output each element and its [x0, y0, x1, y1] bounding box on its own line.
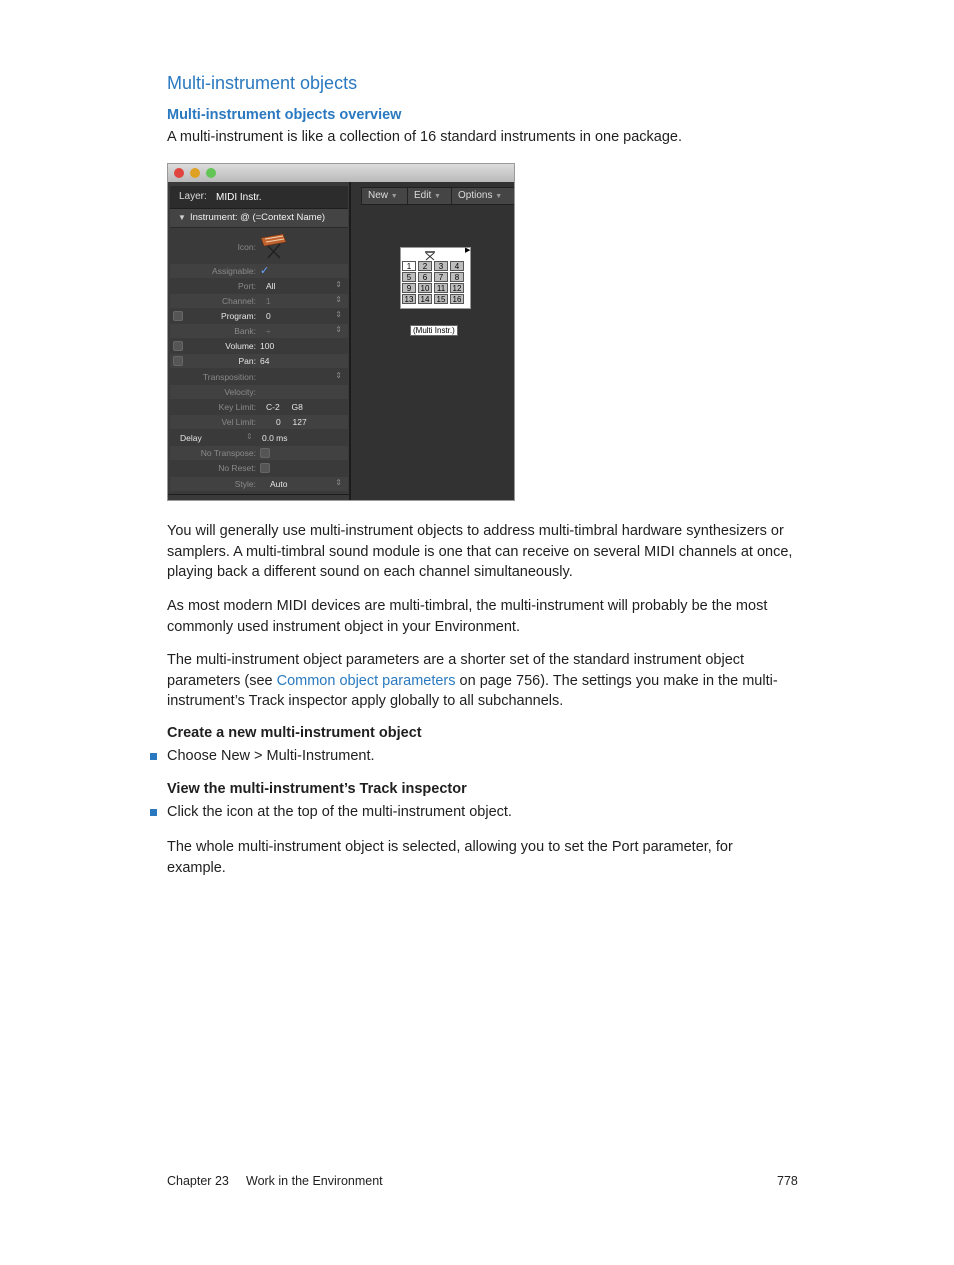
- channel-cell[interactable]: 10: [418, 283, 432, 293]
- menu-divider: [451, 188, 452, 204]
- environment-screenshot: [167, 163, 515, 501]
- intro-paragraph: A multi-instrument is like a collection of 16 standard instruments in one package.: [167, 129, 683, 145]
- window-titlebar: [168, 164, 515, 182]
- paragraph-4: The whole multi-instrument object is selected, allowing you to set the Port parameter, for example.: [167, 839, 733, 876]
- param-row-delay[interactable]: [170, 431, 348, 445]
- param-row-no-transpose[interactable]: [170, 446, 348, 460]
- program-checkbox[interactable]: [173, 311, 183, 321]
- param-label: Bank:: [234, 326, 256, 336]
- param-value: ÷: [266, 326, 271, 336]
- channel-cell[interactable]: 3: [434, 261, 448, 271]
- param-value: 100: [260, 341, 275, 351]
- param-value: 0: [266, 311, 271, 321]
- disclosure-triangle-icon: ▼: [178, 213, 186, 222]
- no-reset-checkbox[interactable]: [260, 463, 270, 473]
- footer-chapter: Chapter 23: [167, 1174, 229, 1188]
- layer-row: [170, 186, 348, 209]
- param-label: No Transpose:: [200, 448, 256, 458]
- channel-cell[interactable]: 2: [418, 261, 432, 271]
- task-1-step: Choose New > Multi-Instrument.: [167, 748, 375, 764]
- param-label: Icon:: [237, 242, 256, 252]
- param-row-program[interactable]: [170, 309, 348, 323]
- channel-cell[interactable]: 9: [402, 283, 416, 293]
- no-transpose-checkbox[interactable]: [260, 448, 270, 458]
- param-label: Velocity:: [224, 387, 256, 397]
- object-name-label[interactable]: (Multi Instr.): [410, 325, 458, 336]
- param-value: 64: [260, 356, 270, 366]
- channel-cell[interactable]: 8: [450, 272, 464, 282]
- menu-divider: [407, 188, 408, 204]
- stepper-arrows-icon: ⇕: [335, 371, 342, 380]
- paragraph-2: As most modern MIDI devices are multi-timbral, the multi-instrument will probably be the most commonly used instrument object in your Environment.: [167, 598, 768, 635]
- channel-cell[interactable]: 5: [402, 272, 416, 282]
- keyboard-stand-icon[interactable]: [258, 232, 288, 260]
- menu-edit[interactable]: Edit ▼: [414, 190, 441, 201]
- param-label: Channel:: [221, 296, 256, 306]
- volume-checkbox[interactable]: [173, 341, 183, 351]
- channel-cell[interactable]: 1: [402, 261, 416, 271]
- param-label: Program:: [221, 311, 256, 321]
- stepper-arrows-icon: ⇕: [246, 432, 253, 441]
- channel-cell[interactable]: 7: [434, 272, 448, 282]
- stepper-arrows-icon: ⇕: [335, 478, 342, 487]
- param-label: Vel Limit:: [221, 417, 256, 427]
- param-row-transposition[interactable]: [170, 370, 348, 384]
- param-value: Auto: [270, 479, 288, 489]
- inspector-panel: [168, 182, 351, 500]
- param-value: 0.0 ms: [262, 433, 288, 443]
- bullet-icon: [150, 809, 157, 816]
- minimize-button-icon: [190, 168, 200, 178]
- footer-chapter-link[interactable]: Work in the Environment: [246, 1174, 383, 1188]
- param-label: Port:: [238, 281, 256, 291]
- channel-cell[interactable]: 13: [402, 294, 416, 304]
- param-value: 0 127: [276, 417, 307, 427]
- param-row-channel[interactable]: [170, 294, 348, 308]
- menu-edit-label: Edit: [414, 190, 432, 201]
- param-label: Pan:: [238, 356, 256, 366]
- section-title: Multi-instrument objects: [167, 73, 358, 93]
- param-row-key-limit[interactable]: [170, 400, 348, 414]
- param-label: Volume:: [225, 341, 256, 351]
- divider: [168, 494, 350, 495]
- param-row-bank[interactable]: [170, 324, 348, 338]
- param-row-style[interactable]: [170, 477, 348, 491]
- local-menubar: [361, 187, 515, 205]
- param-label: Key Limit:: [218, 402, 256, 412]
- param-label: Style:: [234, 479, 256, 489]
- task-2-step: Click the icon at the top of the multi-instrument object.: [167, 804, 512, 820]
- param-row-velocity[interactable]: [170, 385, 348, 399]
- channel-cell[interactable]: 4: [450, 261, 464, 271]
- param-row-volume[interactable]: [170, 339, 348, 353]
- param-value: C-2 G8: [266, 402, 303, 412]
- channel-cell[interactable]: 15: [434, 294, 448, 304]
- param-label: No Reset:: [218, 463, 256, 473]
- menu-options-label: Options: [458, 190, 493, 201]
- task-2-title: View the multi-instrument’s Track inspector: [167, 781, 467, 797]
- stepper-arrows-icon: ⇕: [335, 310, 342, 319]
- param-row-vel-limit[interactable]: [170, 415, 348, 429]
- stepper-arrows-icon: ⇕: [335, 325, 342, 334]
- instrument-header: [170, 209, 348, 228]
- subsection-title: Multi-instrument objects overview: [167, 107, 402, 123]
- param-row-pan[interactable]: [170, 354, 348, 368]
- menu-new-label: New: [368, 190, 389, 201]
- param-label: Assignable:: [212, 266, 256, 276]
- paragraph-3: [167, 650, 807, 712]
- paragraph-1: You will generally use multi-instrument objects to address multi-timbral hardware synthesizers or samplers. A multi-timbral sound module is one that can receive on several MIDI channels at once, playing back a different sound on each channel simultaneously.: [167, 523, 793, 580]
- layer-label: Layer:: [179, 191, 207, 202]
- param-label: Delay: [180, 433, 202, 443]
- paragraph-3-end: on page 756). The settings you make in the multi-instrument’s Track inspector apply globally to all subchannels.: [167, 672, 778, 709]
- channel-cell[interactable]: 14: [418, 294, 432, 304]
- param-value: All: [266, 281, 276, 291]
- multi-instrument-object[interactable]: [400, 247, 471, 309]
- close-button-icon: [174, 168, 184, 178]
- channel-cell[interactable]: 11: [434, 283, 448, 293]
- menu-new[interactable]: New ▼: [368, 190, 398, 201]
- environment-area: [351, 182, 515, 500]
- common-object-parameters-link[interactable]: Common object parameters: [276, 672, 456, 689]
- bullet-icon: [150, 753, 157, 760]
- channel-cell[interactable]: 6: [418, 272, 432, 282]
- stepper-arrows-icon: ⇕: [335, 295, 342, 304]
- layer-value: MIDI Instr.: [216, 192, 262, 203]
- paragraph-3-start: The multi-instrument object parameters are a shorter set of the standard instrument object parameters (see: [167, 652, 745, 689]
- channel-cell[interactable]: 12: [450, 283, 464, 293]
- stepper-arrows-icon: ⇕: [335, 280, 342, 289]
- checkmark-icon[interactable]: ✓: [260, 265, 270, 277]
- instrument-header-text: Instrument: @ (=Context Name): [190, 212, 326, 223]
- zoom-button-icon: [206, 168, 216, 178]
- output-arrow-icon: ▶: [465, 247, 471, 254]
- channel-cell[interactable]: 16: [450, 294, 464, 304]
- param-row-no-reset[interactable]: [170, 461, 348, 475]
- param-row-port[interactable]: [170, 279, 348, 293]
- param-value: 1: [266, 296, 271, 306]
- param-label: Transposition:: [202, 372, 256, 382]
- task-1-title: Create a new multi-instrument object: [167, 725, 422, 741]
- keyboard-stand-icon[interactable]: [422, 249, 438, 261]
- param-row-assignable: [170, 264, 348, 278]
- menu-options[interactable]: Options ▼: [458, 190, 503, 201]
- param-row-icon: [170, 230, 348, 262]
- page-number: 778: [777, 1174, 798, 1188]
- pan-checkbox[interactable]: [173, 356, 183, 366]
